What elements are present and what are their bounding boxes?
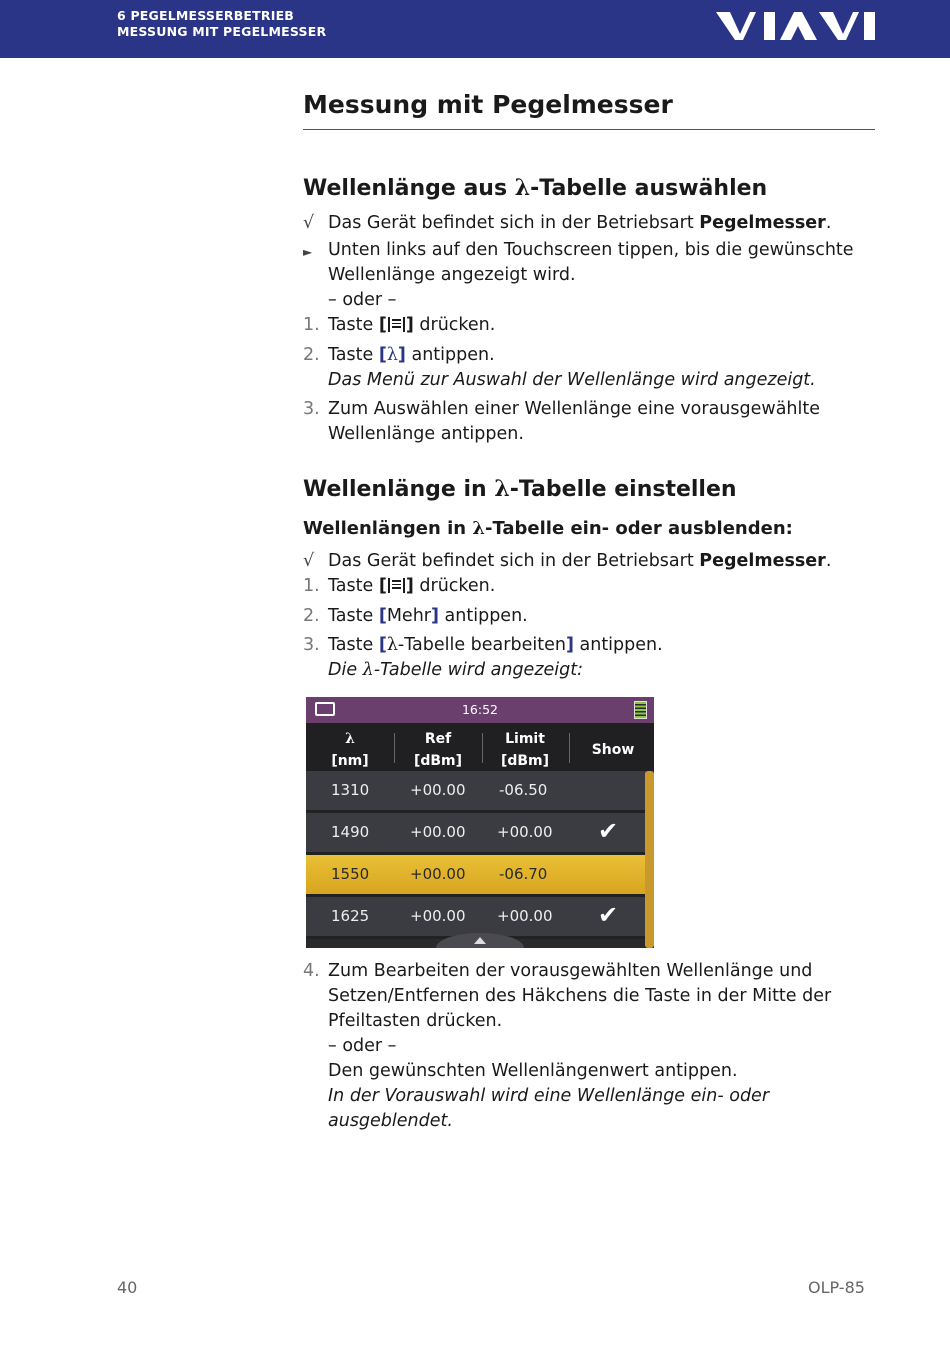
menu-list-icon bbox=[388, 578, 405, 593]
wavelength-row[interactable]: 1310 +00.00 -06.50 bbox=[306, 771, 646, 813]
section-heading-select-wavelength: Wellenlänge aus λ-Tabelle auswählen bbox=[303, 175, 768, 201]
page-number: 40 bbox=[117, 1278, 138, 1297]
table-header bbox=[306, 723, 654, 771]
wavelength-row-selected[interactable]: 1550 +00.00 -06.70 bbox=[306, 855, 646, 897]
viavi-logo bbox=[716, 10, 876, 42]
precondition-item: √ Das Gerät befindet sich in der Betriebsart Pegelmesser. bbox=[303, 549, 873, 574]
page-header bbox=[0, 0, 950, 58]
chevron-up-icon bbox=[474, 937, 486, 944]
check-mark: √ bbox=[303, 213, 315, 233]
precondition-item: √ Das Gerät befindet sich in der Betriebsart Pegelmesser. bbox=[303, 211, 873, 236]
wavelength-row[interactable]: 1490 +00.00 +00.00 ✔ bbox=[306, 813, 646, 855]
column-divider bbox=[482, 733, 483, 763]
step-item: 4. Zum Bearbeiten der vorausgewählten Wellenlänge und Setzen/Entfernen des Häkchens die Taste in der Mitte der Pfeiltasten drücken. – oder – Den gewünschten Wellenlängenwert antippen. In der Vorauswahl wird eine Wellenlänge ein- oder ausgeblendet. bbox=[303, 961, 832, 1131]
device-time: 16:52 bbox=[461, 702, 499, 717]
device-screenshot bbox=[306, 697, 654, 948]
page-title: Messung mit Pegelmesser bbox=[303, 90, 673, 119]
device-status-bar bbox=[306, 697, 654, 723]
show-check-icon[interactable]: ✔ bbox=[598, 817, 619, 845]
arrow-bullet-icon: ► bbox=[303, 245, 313, 259]
step-item: 1. Taste [ ] drücken. bbox=[303, 576, 496, 596]
column-header-wavelength: λ [nm] bbox=[331, 731, 369, 769]
check-mark: √ bbox=[303, 551, 315, 571]
menu-list-icon bbox=[388, 317, 405, 332]
battery-icon bbox=[634, 701, 647, 719]
show-check-icon[interactable]: ✔ bbox=[598, 901, 619, 929]
column-header-ref: Ref [dBm] bbox=[413, 731, 463, 769]
product-name: OLP-85 bbox=[808, 1278, 865, 1297]
title-rule bbox=[303, 129, 875, 130]
step-item: 2. Taste [Mehr] antippen. bbox=[303, 606, 528, 626]
step-item: 3. Zum Auswählen einer Wellenlänge eine vorausgewählte Wellenlänge antippen. bbox=[303, 399, 820, 444]
wavelength-row[interactable]: 1625 +00.00 +00.00 ✔ bbox=[306, 897, 646, 939]
section-heading-edit-table: Wellenlänge in λ-Tabelle einstellen bbox=[303, 476, 737, 502]
step-item: 2. Taste [λ] antippen. Das Menü zur Auswahl der Wellenlänge wird angezeigt. bbox=[303, 345, 816, 390]
header-section: MESSUNG MIT PEGELMESSER bbox=[117, 24, 327, 39]
header-chapter: 6 PEGELMESSERBETRIEB bbox=[117, 8, 295, 23]
column-header-limit: Limit [dBm] bbox=[500, 731, 550, 769]
column-divider bbox=[394, 733, 395, 763]
scrollbar[interactable] bbox=[645, 771, 654, 948]
column-header-show: Show bbox=[591, 742, 635, 758]
action-item: ► Unten links auf den Touchscreen tippen, bis die gewünschte Wellenlänge angezeigt wird. – oder – bbox=[303, 240, 854, 310]
step-item: 1. Taste [ ] drücken. bbox=[303, 315, 496, 335]
column-divider bbox=[569, 733, 570, 763]
subheading-show-hide: Wellenlängen in λ-Tabelle ein- oder ausblenden: bbox=[303, 518, 793, 539]
step-item: 3. Taste [λ-Tabelle bearbeiten] antippen. Die λ-Tabelle wird angezeigt: bbox=[303, 635, 663, 680]
